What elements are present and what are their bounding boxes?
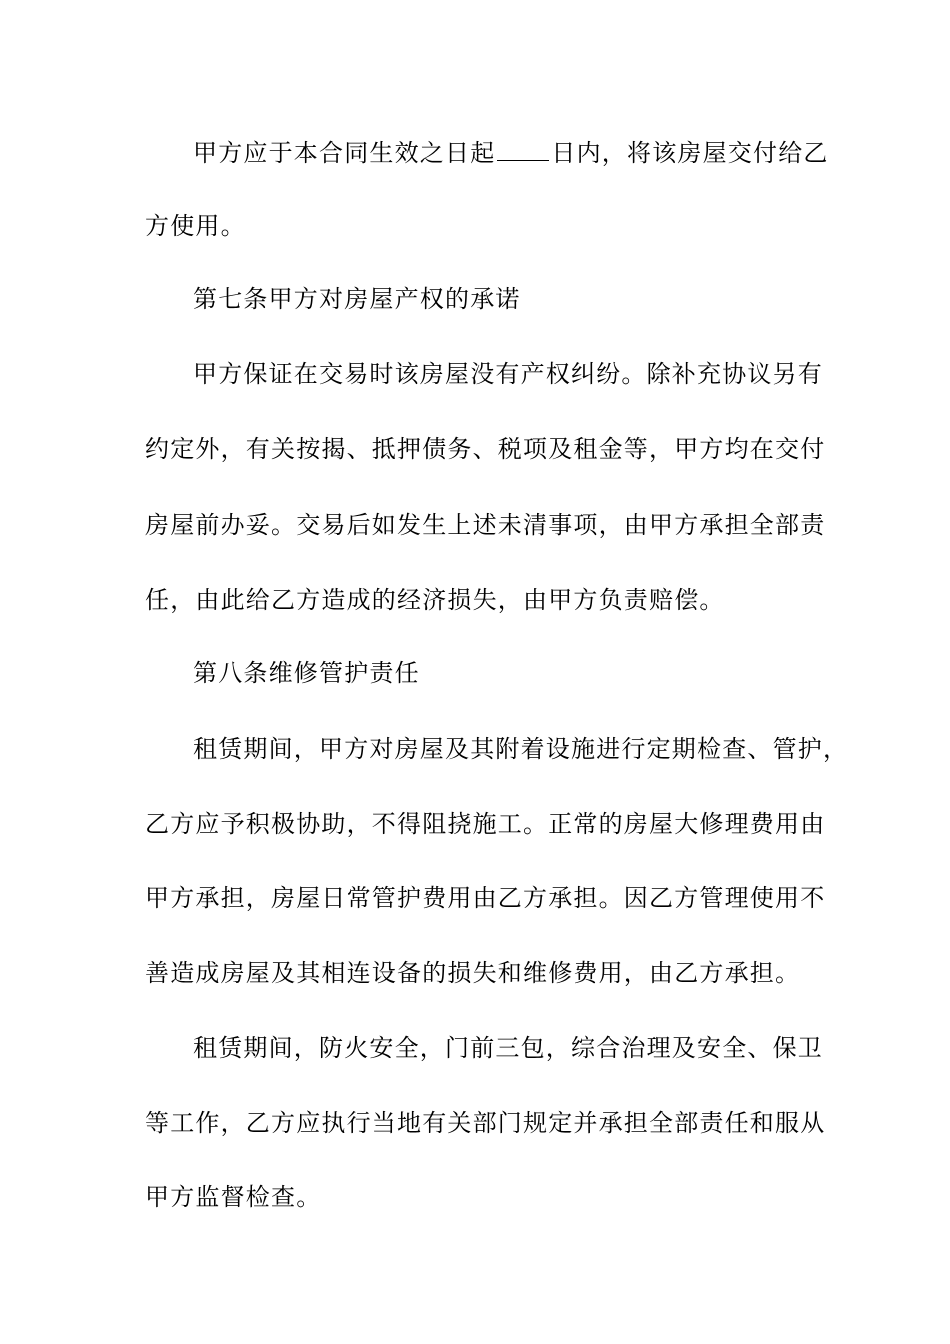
paragraph-line: 租赁期间，甲方对房屋及其附着设施进行定期检查、管护，	[193, 735, 849, 763]
fill-in-blank	[497, 138, 549, 161]
paragraph-line	[193, 135, 829, 171]
paragraph-line: 甲方监督检查。	[145, 1183, 322, 1211]
paragraph-line: 方使用。	[145, 212, 246, 240]
paragraph-line: 约定外，有关按揭、抵押债务、税项及租金等，甲方均在交付	[145, 435, 826, 463]
paragraph-line: 甲方保证在交易时该房屋没有产权纠纷。除补充协议另有	[193, 360, 823, 388]
article-heading: 第八条维修管护责任	[193, 659, 420, 687]
paragraph-line: 房屋前办妥。交易后如发生上述未清事项，由甲方承担全部责	[145, 511, 826, 539]
article-heading: 第七条甲方对房屋产权的承诺	[193, 285, 521, 313]
paragraph-line: 任，由此给乙方造成的经济损失，由甲方负责赔偿。	[145, 586, 725, 614]
paragraph-line: 租赁期间，防火安全，门前三包，综合治理及安全、保卫	[193, 1034, 823, 1062]
paragraph-line: 善造成房屋及其相连设备的损失和维修费用，由乙方承担。	[145, 959, 801, 987]
text-segment: 甲方应于本合同生效之日起	[193, 139, 496, 167]
paragraph-line: 乙方应予积极协助，不得阻挠施工。正常的房屋大修理费用由	[145, 810, 826, 838]
paragraph-line: 甲方承担，房屋日常管护费用由乙方承担。因乙方管理使用不	[145, 884, 826, 912]
paragraph-line: 等工作，乙方应执行当地有关部门规定并承担全部责任和服从	[145, 1109, 826, 1137]
text-segment: 日内，将该房屋交付给乙	[551, 139, 829, 167]
